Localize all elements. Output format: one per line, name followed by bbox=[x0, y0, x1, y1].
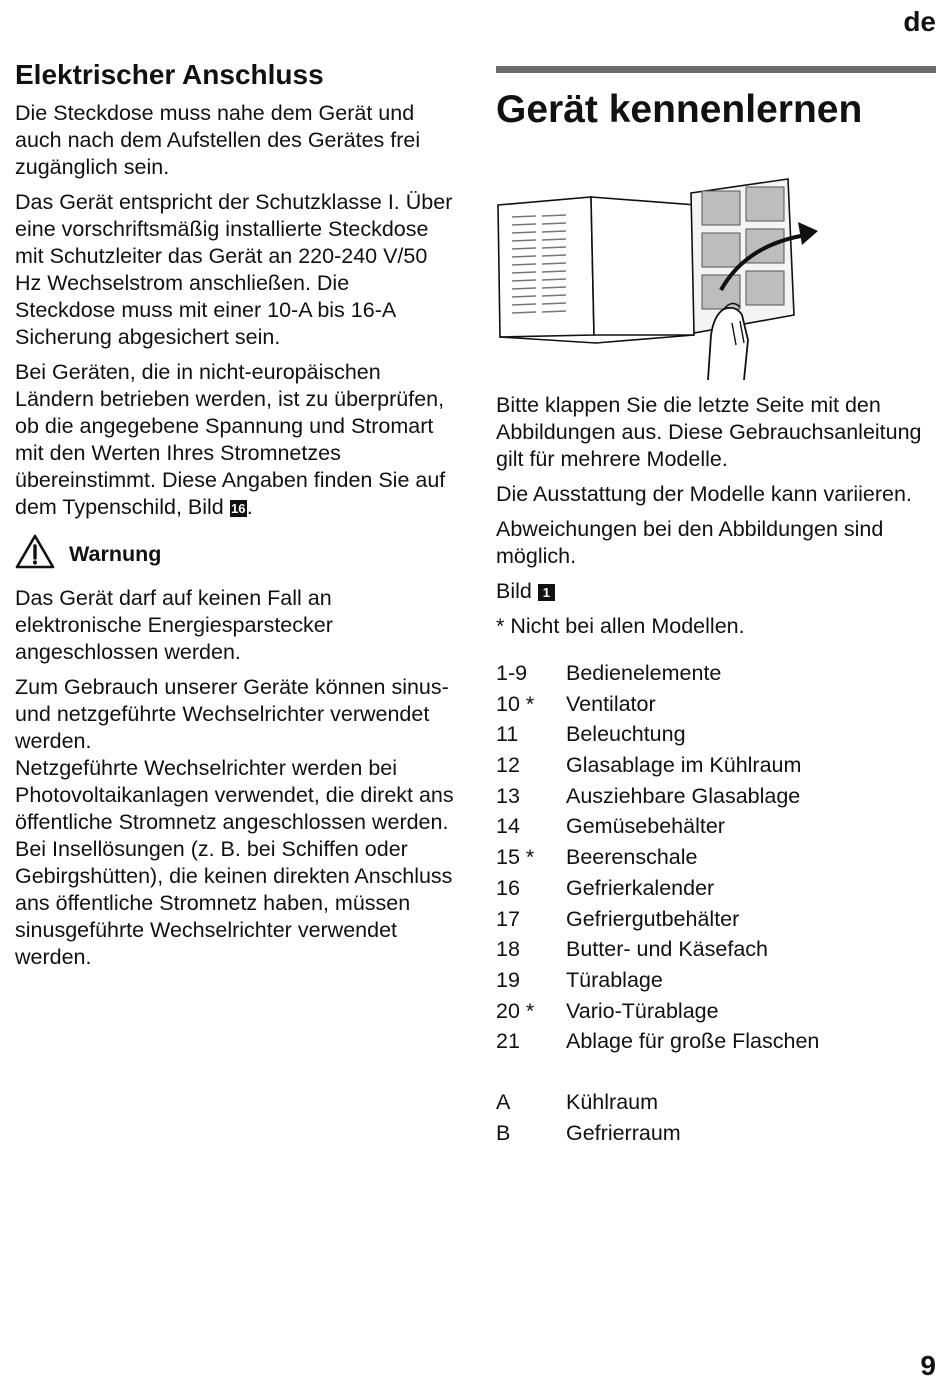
legend-row-label: Bedienelemente bbox=[566, 661, 722, 685]
paragraph-text: Bei Geräten, die in nicht-europäischen Ländern betrieben werden, ist zu überprüfen, ob die angegebene Spannung und Stromart mit den Werten Ihres Stromnetzes übereinstimmt. Diese Angaben finden Sie auf dem Typenschild, Bild bbox=[15, 360, 446, 519]
legend-row bbox=[496, 719, 936, 750]
zone-row-label: Gefrierraum bbox=[566, 1120, 681, 1145]
paragraph: Die Steckdose muss nahe dem Gerät und auch nach dem Aufstellen des Gerätes frei zugänglich sein. bbox=[15, 101, 421, 179]
legend-row-number: 17 bbox=[496, 906, 520, 931]
legend-row bbox=[496, 842, 936, 873]
language-code: de bbox=[903, 6, 936, 37]
zone-row-number: A bbox=[496, 1089, 511, 1114]
paragraph-end: . bbox=[246, 495, 253, 519]
section-rule bbox=[496, 66, 936, 73]
legend-row bbox=[496, 1026, 936, 1057]
legend-row-label: Vario-Türablage bbox=[566, 998, 719, 1023]
figure-reference-badge: 16 bbox=[231, 501, 246, 516]
legend-row bbox=[496, 996, 936, 1027]
legend-row bbox=[496, 658, 936, 689]
warning-paragraph: Das Gerät darf auf keinen Fall an elektronische Energiesparstecker angeschlossen werden. bbox=[15, 586, 333, 664]
zones-legend bbox=[496, 1087, 936, 1148]
footnote: * Nicht bei allen Modellen. bbox=[496, 614, 745, 638]
legend-row-number: 11 bbox=[496, 722, 519, 747]
legend-row-number: 15 * bbox=[496, 845, 535, 870]
legend-row-number: 16 bbox=[496, 875, 520, 900]
legend-row-label: Beerenschale bbox=[566, 845, 698, 870]
legend-row bbox=[496, 965, 936, 996]
legend-row-label: Ausziehbare Glasablage bbox=[566, 783, 801, 808]
legend-row-label: Türablage bbox=[566, 967, 663, 992]
legend-row bbox=[496, 873, 936, 904]
legend-row-number: 21 bbox=[496, 1029, 520, 1054]
warning-triangle-icon bbox=[15, 534, 55, 575]
legend-row-number: 20 * bbox=[496, 998, 535, 1023]
legend-row bbox=[496, 904, 936, 935]
warning-paragraph: Zum Gebrauch unserer Geräte können sinus- und netzgeführte Wechselrichter verwendet werden. bbox=[15, 675, 449, 753]
legend-row-label: Gefriergutbehälter bbox=[566, 906, 740, 931]
legend-row-label: Gefrierkalender bbox=[566, 875, 715, 900]
page-number: 9 bbox=[920, 1350, 936, 1381]
parts-legend bbox=[496, 658, 936, 1057]
zone-row bbox=[496, 1118, 936, 1149]
right-column bbox=[496, 66, 936, 1148]
section-heading-electrical: Elektrischer Anschluss bbox=[15, 59, 324, 90]
legend-row-label: Beleuchtung bbox=[566, 722, 686, 747]
warning-label: Warnung bbox=[69, 541, 162, 566]
legend-row-label: Ventilator bbox=[566, 691, 656, 716]
legend-row-number: 1-9 bbox=[496, 661, 528, 685]
legend-row-number: 18 bbox=[496, 937, 520, 962]
legend-row-number: 13 bbox=[496, 783, 520, 808]
legend-row bbox=[496, 811, 936, 842]
legend-row-number: 10 * bbox=[496, 691, 535, 716]
zone-row-number: B bbox=[496, 1120, 511, 1145]
left-column bbox=[15, 58, 455, 979]
warning-paragraph: Netzgeführte Wechselrichter werden bei Photovoltaikanlagen verwendet, die direkt ans öffentliche Stromnetz angeschlossen werden. Bei Insellösungen (z. B. bei Schiffen oder Gebirgshütten), die keinen direkten Anschluss ans öffentliche Stromnetz haben, müssen sinusgeführte Wechselrichter verwendet werden. bbox=[15, 756, 454, 969]
legend-row-label: Glasablage im Kühlraum bbox=[566, 753, 802, 778]
figure-reference bbox=[496, 578, 936, 605]
legend-row bbox=[496, 750, 936, 781]
paragraph: Die Ausstattung der Modelle kann variieren. bbox=[496, 482, 912, 506]
zone-row-label: Kühlraum bbox=[566, 1089, 659, 1114]
zone-row bbox=[496, 1087, 936, 1118]
foldout-page-illustration bbox=[496, 175, 936, 390]
legend-row-number: 19 bbox=[496, 967, 520, 992]
paragraph: Abweichungen bei den Abbildungen sind möglich. bbox=[496, 517, 884, 568]
figure-reference-badge: 1 bbox=[538, 584, 555, 601]
paragraph: Das Gerät entspricht der Schutzklasse I. Über eine vorschriftsmäßig installierte Steckdose mit Schutzleiter das Gerät an 220-240 V/50 Hz Wechselstrom anschließen. Die Steckdose muss mit einer 10-A bis 16-A Sicherung abgesichert sein. bbox=[15, 190, 453, 349]
legend-row-label: Gemüsebehälter bbox=[566, 814, 725, 839]
figure-label: Bild bbox=[496, 579, 532, 603]
legend-row bbox=[496, 934, 936, 965]
legend-row-label: Ablage für große Flaschen bbox=[566, 1029, 820, 1054]
legend-row-number: 14 bbox=[496, 814, 520, 839]
warning-header bbox=[15, 533, 455, 575]
legend-row bbox=[496, 781, 936, 812]
legend-row bbox=[496, 689, 936, 720]
paragraph bbox=[15, 359, 455, 521]
legend-row-number: 12 bbox=[496, 753, 520, 778]
chapter-title: Gerät kennenlernen bbox=[496, 88, 863, 131]
legend-row-label: Butter- und Käsefach bbox=[566, 937, 768, 962]
paragraph: Bitte klappen Sie die letzte Seite mit den Abbildungen aus. Diese Gebrauchsanleitung gilt für mehrere Modelle. bbox=[496, 393, 922, 471]
